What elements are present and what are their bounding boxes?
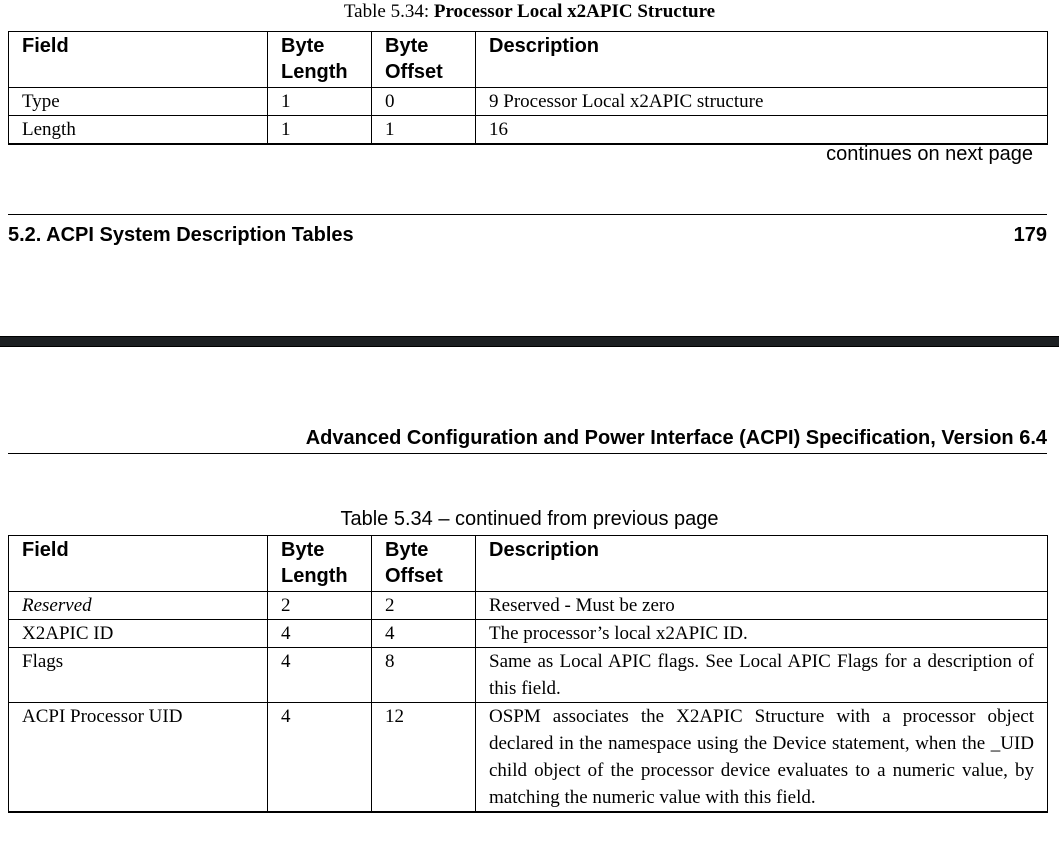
column-header-byte-offset xyxy=(372,536,476,592)
table-row xyxy=(9,592,1048,620)
cell-field: ACPI Processor UID xyxy=(9,703,268,813)
cell-byte-offset: 8 xyxy=(372,648,476,703)
cell-byte-length: 1 xyxy=(268,88,372,116)
cell-field: Length xyxy=(9,116,268,145)
table-caption-title: Processor Local x2APIC Structure xyxy=(433,1,716,22)
table-row xyxy=(9,116,1048,145)
page-number: 179 xyxy=(1013,224,1047,246)
continues-on-next-page-note: continues on next page xyxy=(826,143,1033,165)
page-separator xyxy=(0,336,1059,347)
table-row xyxy=(9,620,1048,648)
cell-description: The processor’s local x2APIC ID. xyxy=(476,620,1048,648)
cell-byte-length: 1 xyxy=(268,116,372,145)
cell-byte-offset: 4 xyxy=(372,620,476,648)
x2apic-structure-table xyxy=(8,31,1048,145)
page-header-title: Advanced Configuration and Power Interface (ACPI) Specification, Version 6.4 xyxy=(305,427,1047,449)
column-header-description: Description xyxy=(476,32,1048,88)
cell-description: Same as Local APIC flags. See Local APIC Flags for a description of this field. xyxy=(476,648,1048,703)
table-row xyxy=(9,648,1048,703)
cell-field: Flags xyxy=(9,648,268,703)
column-header-byte-length xyxy=(268,536,372,592)
table-header-row xyxy=(9,536,1048,592)
footer-divider xyxy=(8,214,1047,215)
table-caption-prefix: Table 5.34: xyxy=(343,1,430,22)
header-line: Length xyxy=(281,61,348,83)
cell-description: 16 xyxy=(476,116,1048,145)
table-continued-caption: Table 5.34 – continued from previous page xyxy=(340,508,719,530)
cell-description: OSPM associates the X2APIC Structure with a processor object declared in the namespace using the Device statement, when the _UID child object of the processor device evaluates to a numeric value, by matching the numeric value with this field. xyxy=(476,703,1048,813)
cell-byte-offset: 2 xyxy=(372,592,476,620)
cell-byte-length: 4 xyxy=(268,620,372,648)
x2apic-structure-table-continued xyxy=(8,535,1048,813)
table-caption xyxy=(0,0,1059,24)
cell-field: Type xyxy=(9,88,268,116)
header-divider xyxy=(8,453,1047,454)
cell-byte-offset: 1 xyxy=(372,116,476,145)
cell-byte-length: 4 xyxy=(268,703,372,813)
column-header-description: Description xyxy=(476,536,1048,592)
cell-byte-length: 4 xyxy=(268,648,372,703)
footer-section-title: 5.2. ACPI System Description Tables xyxy=(8,224,354,246)
table-row xyxy=(9,88,1048,116)
header-line: Length xyxy=(281,565,348,587)
column-header-byte-offset xyxy=(372,32,476,88)
column-header-field: Field xyxy=(9,32,268,88)
cell-field: Reserved xyxy=(9,592,268,620)
cell-byte-length: 2 xyxy=(268,592,372,620)
header-line: Byte xyxy=(385,539,429,561)
table-row xyxy=(9,703,1048,813)
table-header-row xyxy=(9,32,1048,88)
cell-description: 9 Processor Local x2APIC structure xyxy=(476,88,1048,116)
header-line: Offset xyxy=(385,61,443,83)
header-line: Offset xyxy=(385,565,443,587)
cell-byte-offset: 12 xyxy=(372,703,476,813)
header-line: Byte xyxy=(385,35,429,57)
column-header-field: Field xyxy=(9,536,268,592)
column-header-byte-length xyxy=(268,32,372,88)
header-line: Byte xyxy=(281,35,325,57)
cell-byte-offset: 0 xyxy=(372,88,476,116)
cell-description: Reserved - Must be zero xyxy=(476,592,1048,620)
cell-field: X2APIC ID xyxy=(9,620,268,648)
header-line: Byte xyxy=(281,539,325,561)
